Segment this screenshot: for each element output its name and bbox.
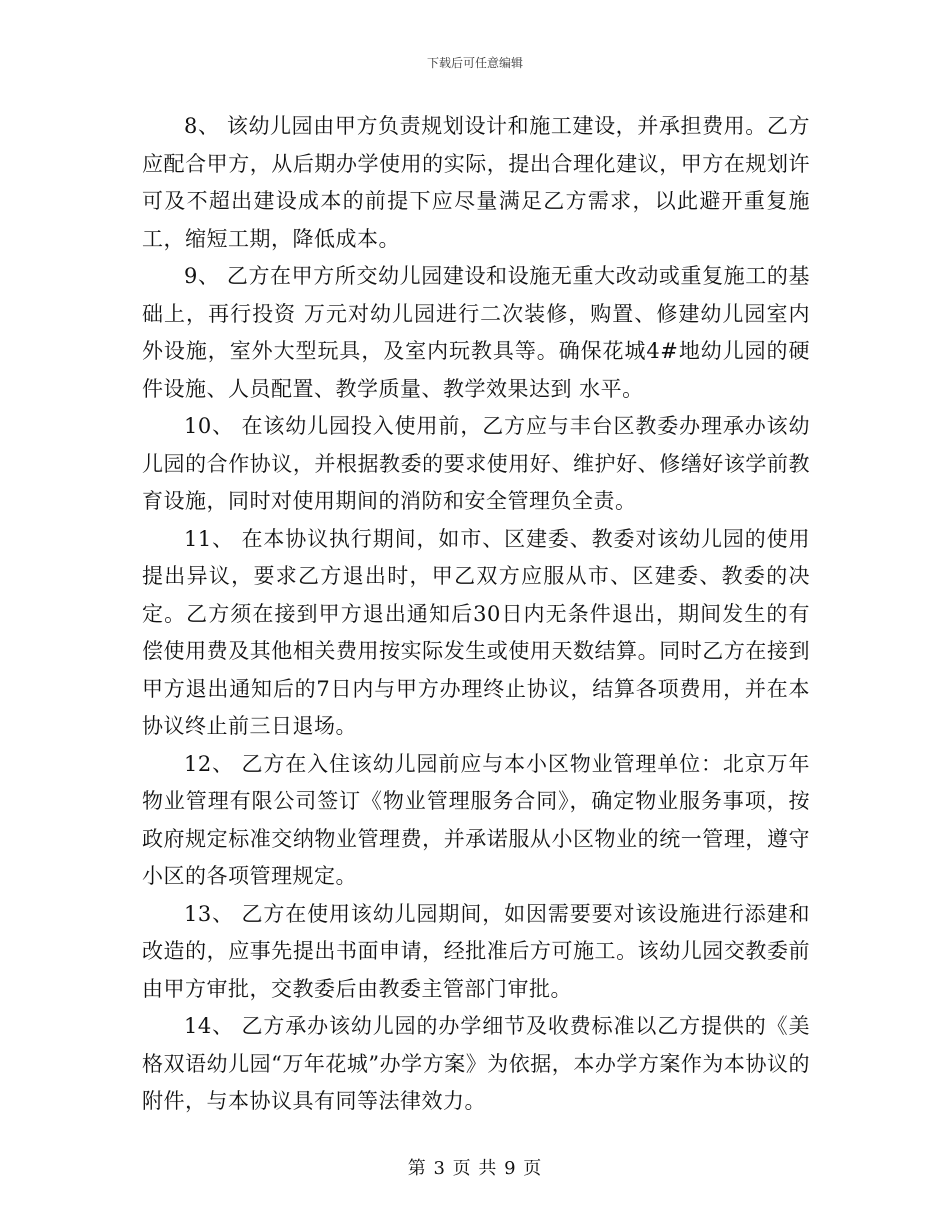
page-number-footer: 第 3 页 共 9 页 [407,1158,543,1179]
clause-11: 11、 在本协议执行期间，如市、区建委、教委对该幼儿园的使用提出异议，要求乙方退出时，甲乙双方应服从市、区建委、教委的决定。乙方须在接到甲方退出通知后30日内无条件退出，期间发生的有偿使用费及其他相关费用按实际发生或使用天数结算。同时乙方在接到甲方退出通知后的7日内与甲方办理终止协议，结算各项费用，并在本协议终止前三日退场。 [142,526,810,738]
clause-12: 12、 乙方在入住该幼儿园前应与本小区物业管理单位：北京万年物业管理有限公司签订《物业管理服务合同》，确定物业服务事项，按政府规定标准交纳物业管理费，并承诺服从小区物业的统一管理，遵守小区的各项管理规定。 [142,751,810,888]
clause-8: 8、 该幼儿园由甲方负责规划设计和施工建设，并承担费用。乙方应配合甲方，从后期办学使用的实际，提出合理化建议，甲方在规划许可及不超出建设成本的前提下应尽量满足乙方需求，以此避开重复施工，缩短工期，降低成本。 [142,114,810,251]
page-header: 下载后可任意编辑 [426,56,523,70]
clause-9: 9、 乙方在甲方所交幼儿园建设和设施无重大改动或重复施工的基础上，再行投资 万元对幼儿园进行二次装修，购置、修建幼儿园室内外设施，室外大型玩具，及室内玩教具等。确保花城4#地幼儿园的硬件设施、人员配置、教学质量、教学效果达到 水平。 [142,264,810,401]
clause-13: 13、 乙方在使用该幼儿园期间，如因需要要对该设施进行添建和改造的，应事先提出书面申请，经批准后方可施工。该幼儿园交教委前由甲方审批，交教委后由教委主管部门审批。 [142,901,810,1001]
clause-14: 14、 乙方承办该幼儿园的办学细节及收费标准以乙方提供的《美格双语幼儿园“万年花城”办学方案》为依据，本办学方案作为本协议的附件，与本协议具有同等法律效力。 [142,1014,810,1113]
clause-10: 10、 在该幼儿园投入使用前，乙方应与丰台区教委办理承办该幼儿园的合作协议，并根据教委的要求使用好、维护好、修缮好该学前教育设施，同时对使用期间的消防和安全管理负全责。 [142,414,810,513]
document-body [142,108,810,1121]
